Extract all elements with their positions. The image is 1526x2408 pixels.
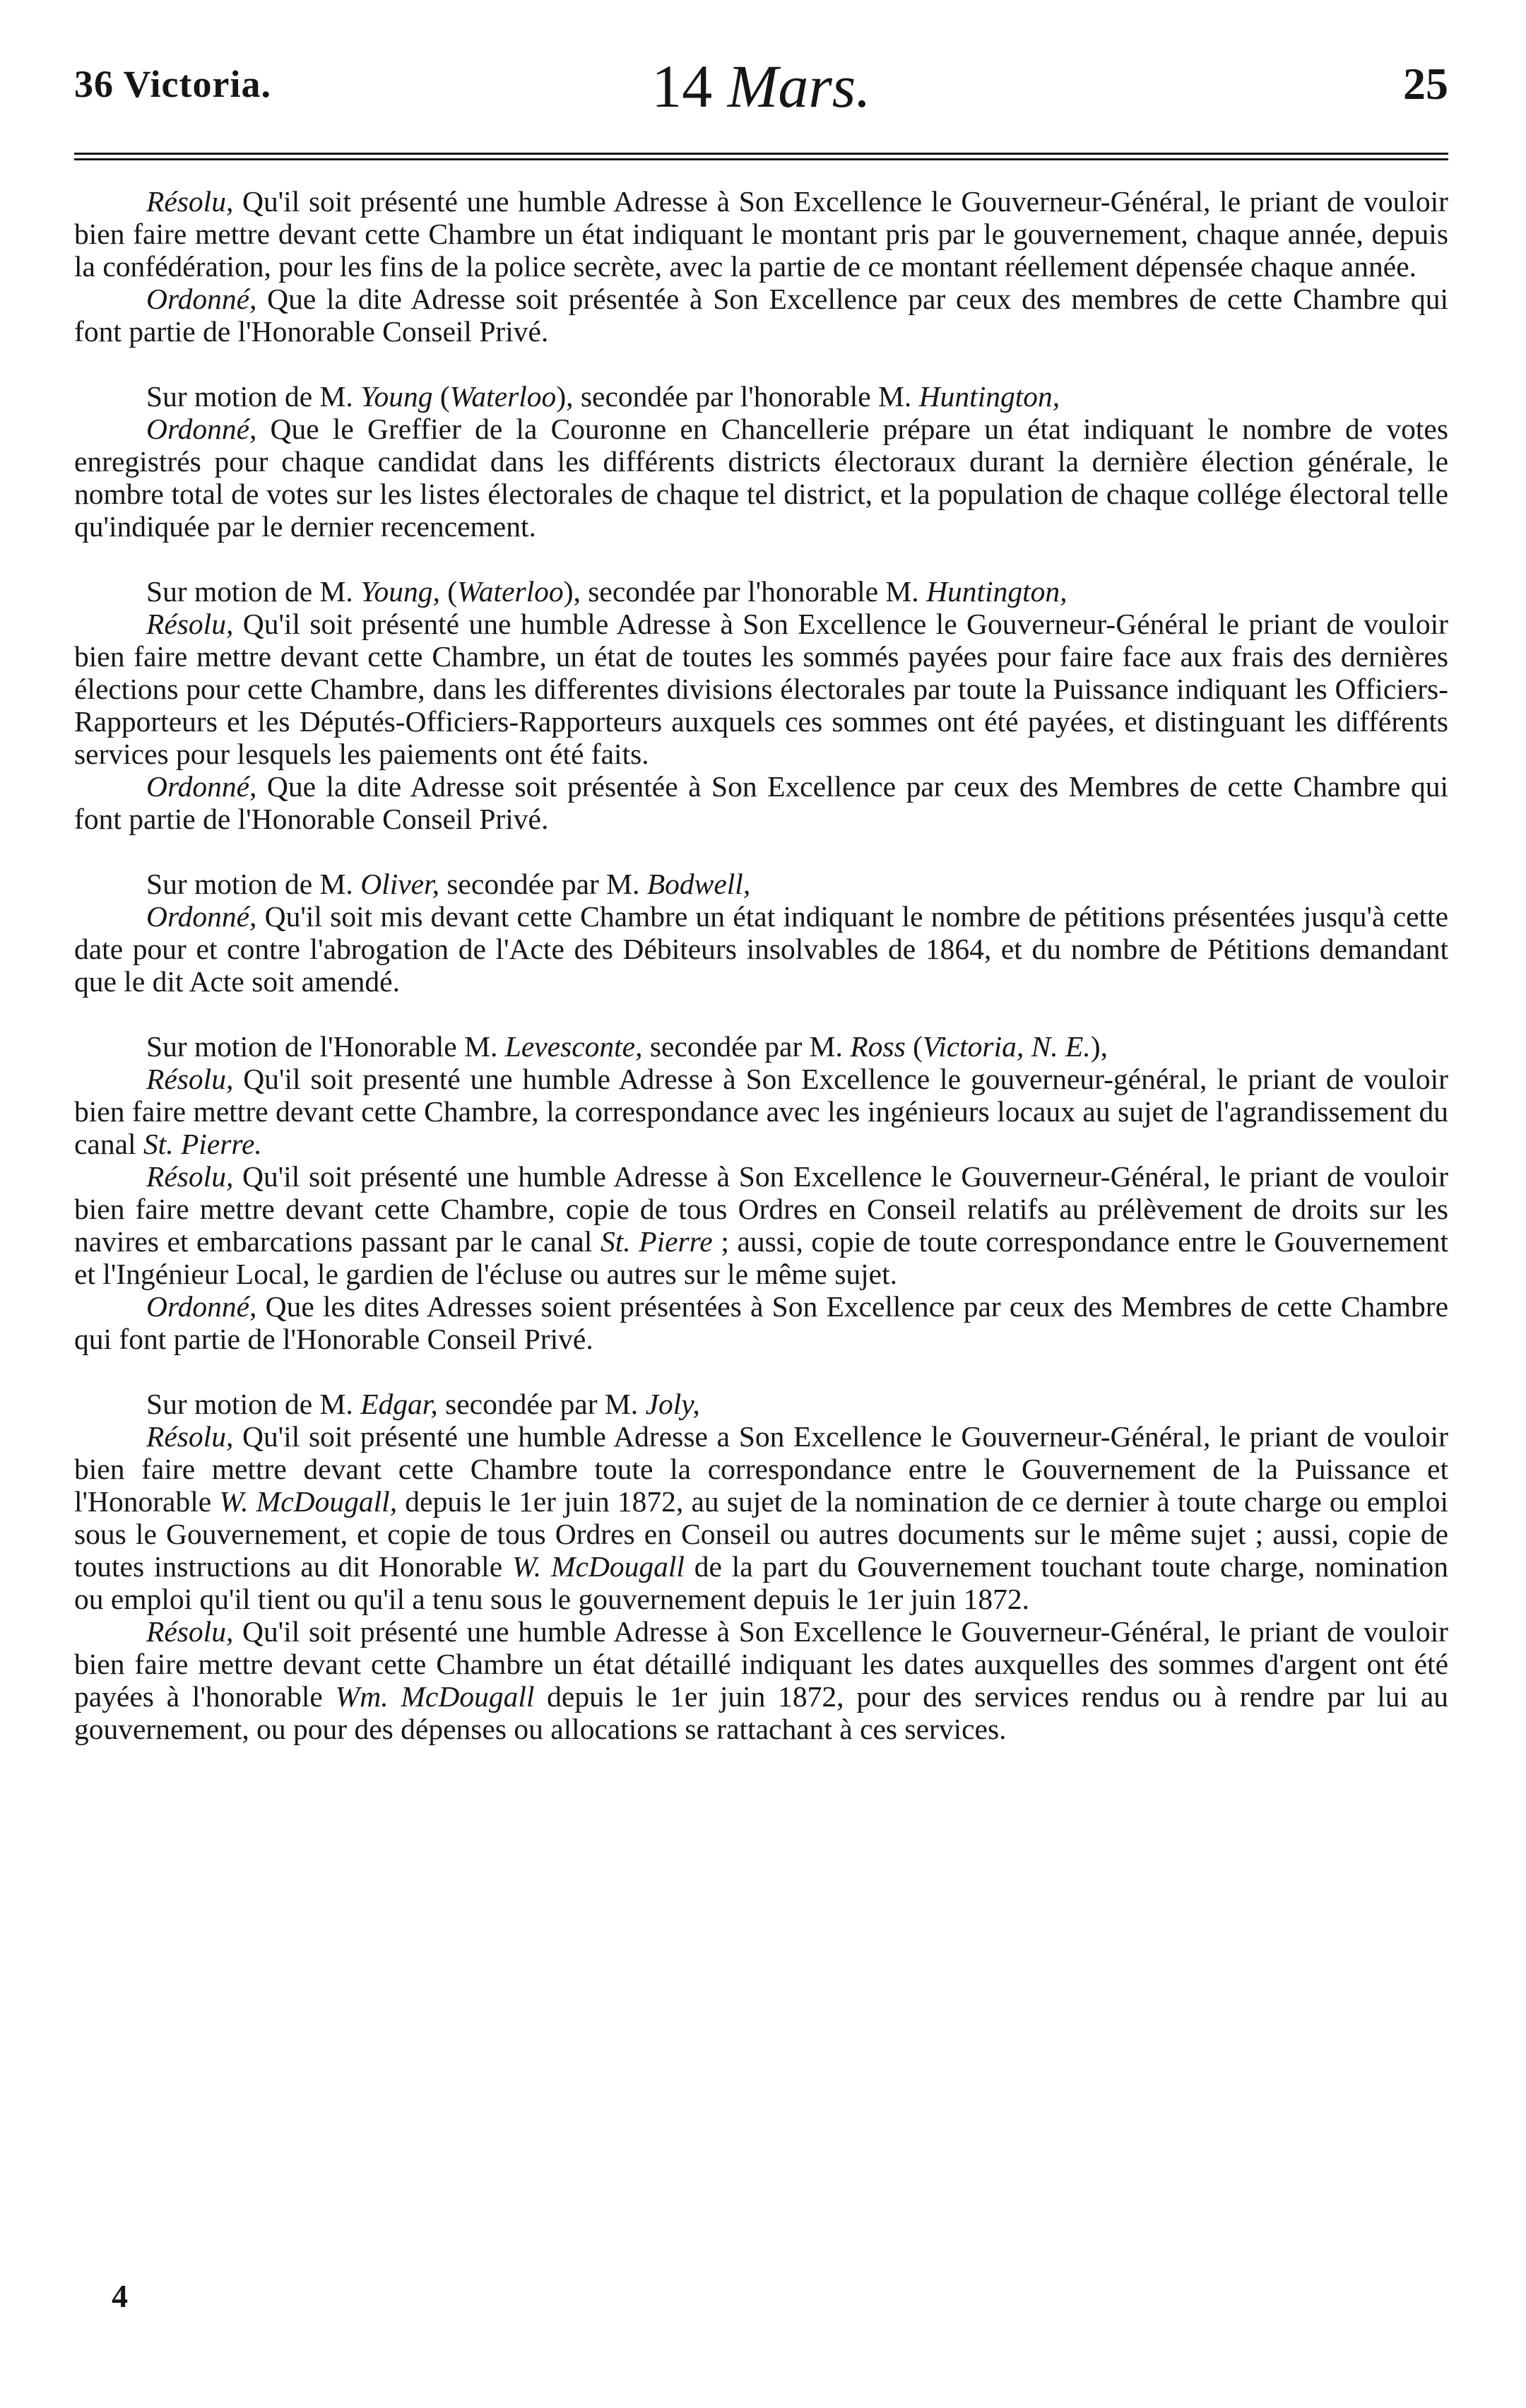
italic-run: St. Pierre. bbox=[143, 1128, 262, 1160]
italic-run: Waterloo bbox=[449, 380, 557, 413]
document-body bbox=[74, 185, 1448, 1745]
motion-heading bbox=[74, 868, 1448, 900]
text-run: Sur motion de M. bbox=[146, 1388, 361, 1420]
text-run: ; aussi, copie de toute correspondance entre le Gouvernement et l'Ingénieur Local, le gardien de l'écluse ou autres sur le même sujet. bbox=[74, 1225, 1448, 1290]
italic-run: Résolu, bbox=[146, 1160, 234, 1193]
document-page bbox=[74, 51, 1449, 1745]
motion-heading bbox=[74, 380, 1448, 413]
date-day: 14 bbox=[651, 52, 713, 120]
text-run: Que la dite Adresse soit présentée à Son Excellence par ceux des membres de cette Chambre qui font partie de l'Honorable Conseil Privé. bbox=[74, 283, 1448, 348]
paragraph bbox=[74, 1160, 1448, 1290]
italic-run: St. Pierre bbox=[600, 1225, 713, 1258]
text-run: ( bbox=[439, 575, 458, 608]
text-run: Sur motion de l'Honorable M. bbox=[146, 1030, 505, 1063]
text-run: Sur motion de M. bbox=[146, 380, 361, 413]
italic-run: Ordonné, bbox=[146, 1290, 257, 1323]
text-run: Sur motion de M. bbox=[146, 575, 361, 608]
text-run: Que la dite Adresse soit présentée à Son Excellence par ceux des Membres de cette Chambre qui font partie de l'Honorable Conseil Privé. bbox=[74, 770, 1448, 835]
italic-run: Huntington, bbox=[926, 575, 1067, 608]
text-run: secondée par M. bbox=[437, 1388, 646, 1420]
date-month: Mars. bbox=[727, 52, 871, 120]
text-run: Qu'il soit presenté une humble Adresse à Son Excellence le gouverneur-général, le priant de vouloir bien faire mettre devant cette Chambre, la correspondance avec les ingénieurs locaux au sujet de l'agrandissement du canal bbox=[74, 1063, 1448, 1160]
paragraph bbox=[74, 770, 1448, 835]
italic-run: Young, bbox=[360, 575, 440, 608]
italic-run: Bodwell, bbox=[646, 868, 751, 900]
text-run: ), bbox=[1090, 1030, 1108, 1063]
italic-run: Ordonné, bbox=[146, 283, 257, 315]
text-run: Que les dites Adresses soient présentées à Son Excellence par ceux des Membres de cette Chambre qui font partie de l'Honorable Conseil Privé. bbox=[74, 1290, 1448, 1355]
motion-heading bbox=[74, 1030, 1448, 1063]
paragraph bbox=[74, 1290, 1448, 1355]
page-date bbox=[74, 51, 1448, 122]
text-run: depuis le 1er juin 1872, au sujet de la nomination de ce dernier à toute charge ou emploi sous le Gouvernement, et copie de tous Ordres en Conseil ou autres documents sur le même sujet ; aussi, copie de toutes instructions au dit Honorable bbox=[74, 1485, 1448, 1583]
text-run: Qu'il soit présenté une humble Adresse à Son Excellence le Gouverneur-Général, le priant de vouloir bien faire mettre devant cette Chambre, copie de tous Ordres en Conseil relatifs au prélèvement de droits sur les navires et embarcations passant par le canal bbox=[74, 1160, 1448, 1258]
italic-run: Oliver, bbox=[360, 868, 439, 900]
page-header bbox=[74, 51, 1448, 129]
italic-run: Edgar, bbox=[360, 1388, 438, 1420]
italic-run: Waterloo bbox=[457, 575, 564, 608]
paragraph bbox=[74, 608, 1448, 770]
regnal-year: 36 Victoria. bbox=[74, 63, 271, 105]
italic-run: Ross bbox=[850, 1030, 906, 1063]
text-run: Qu'il soit mis devant cette Chambre un état indiquant le nombre de pétitions présentées jusqu'à cette date pour et contre l'abrogation de l'Acte des Débiteurs insolvables de 1864, et du nombre de Pétitions demandant que le dit Acte soit amendé. bbox=[74, 900, 1448, 998]
paragraph bbox=[74, 1063, 1448, 1160]
italic-run: Ordonné, bbox=[146, 900, 257, 933]
signature-mark: 4 bbox=[112, 2278, 128, 2314]
motion-heading bbox=[74, 1388, 1448, 1420]
italic-run: W. McDougall bbox=[511, 1550, 685, 1583]
text-run: Sur motion de M. bbox=[146, 868, 361, 900]
motion-heading bbox=[74, 575, 1448, 608]
italic-run: Résolu, bbox=[146, 608, 234, 640]
italic-run: Young bbox=[360, 380, 433, 413]
text-run: Qu'il soit présenté une humble Adresse à Son Excellence le Gouverneur-Général, le priant de vouloir bien faire mettre devant cette Chambre un état indiquant le montant pris par le gouvernement, chaque année, depuis la confédération, pour les fins de la police secrète, avec la partie de ce montant réellement dépensée chaque année. bbox=[74, 185, 1448, 283]
text-run: Qu'il soit présenté une humble Adresse à Son Excellence le Gouverneur-Général, le priant de vouloir bien faire mettre devant cette Chambre un état détaillé indiquant les dates auxquelles des sommes d'argent ont été payées à l'honorable bbox=[74, 1615, 1448, 1713]
paragraph bbox=[74, 413, 1448, 543]
text-run: ( bbox=[905, 1030, 923, 1063]
text-run: secondée par M. bbox=[439, 868, 647, 900]
text-run: Qu'il soit présenté une humble Adresse a Son Excellence le Gouverneur-Général, le priant de vouloir bien faire mettre devant cette Chambre toute la correspondance entre le Gouvernement de la Puissance et l'Honorable bbox=[74, 1420, 1448, 1518]
paragraph bbox=[74, 185, 1448, 283]
paragraph bbox=[74, 900, 1448, 998]
italic-run: Joly, bbox=[645, 1388, 700, 1420]
text-run: ), secondée par l'honorable M. bbox=[563, 575, 927, 608]
text-run: ), secondée par l'honorable M. bbox=[556, 380, 919, 413]
header-double-rule bbox=[74, 153, 1448, 160]
text-run: ( bbox=[432, 380, 450, 413]
paragraph bbox=[74, 1615, 1448, 1745]
italic-run: Résolu, bbox=[146, 1063, 234, 1095]
text-run: Que le Greffier de la Couronne en Chancellerie prépare un état indiquant le nombre de votes enregistrés pour chaque candidat dans les différents districts électoraux durant la dernière élection générale, le nombre total de votes sur les listes électorales de chaque tel district, et la population de chaque collége électoral telle qu'indiquée par le dernier recencement. bbox=[74, 413, 1448, 543]
paragraph bbox=[74, 1420, 1448, 1615]
italic-run: Levesconte, bbox=[504, 1030, 643, 1063]
italic-run: Huntington, bbox=[918, 380, 1060, 413]
text-run: Qu'il soit présenté une humble Adresse à Son Excellence le Gouverneur-Général le priant de vouloir bien faire mettre devant cette Chambre, un état de toutes les sommés payées pour faire face aux frais des dernières élections pour cette Chambre, dans les differentes divisions électorales par toute la Puissance indiquant les Officiers-Rapporteurs et les Députés-Officiers-Rapporteurs auxquels ces sommes ont été payées, et distinguant les différents services pour lesquels les paiements ont été faits. bbox=[74, 608, 1448, 770]
italic-run: Victoria, N. E. bbox=[922, 1030, 1091, 1063]
page-number: 25 bbox=[1403, 59, 1448, 109]
italic-run: Ordonné, bbox=[146, 413, 257, 445]
paragraph bbox=[74, 283, 1448, 348]
italic-run: Wm. McDougall bbox=[335, 1680, 535, 1713]
text-run: depuis le 1er juin 1872, pour des services rendus ou à rendre par lui au gouvernement, ou pour des dépenses ou allocations se rattachant à ces services. bbox=[74, 1680, 1449, 1745]
text-run: secondée par M. bbox=[642, 1030, 851, 1063]
text-run: de la part du Gouvernement touchant toute charge, nomination ou emploi qu'il tient ou qu'il a tenu sous le gouvernement depuis le 1er juin 1872. bbox=[74, 1550, 1449, 1615]
italic-run: Résolu, bbox=[146, 185, 234, 218]
italic-run: Résolu, bbox=[146, 1615, 234, 1648]
italic-run: Résolu, bbox=[146, 1420, 234, 1453]
italic-run: W. McDougall, bbox=[219, 1485, 398, 1518]
italic-run: Ordonné, bbox=[146, 770, 257, 803]
